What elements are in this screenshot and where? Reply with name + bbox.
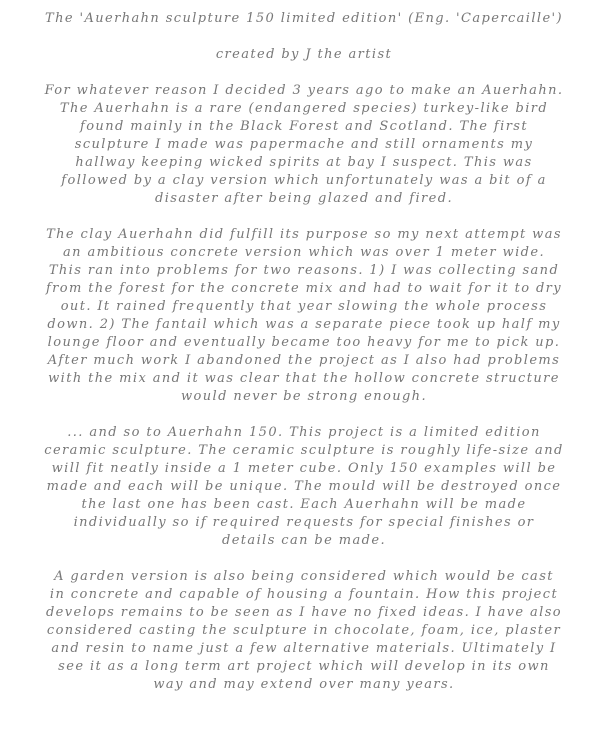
- paragraph-garden-version: A garden version is also being considered which would be cast in concrete and capable of housing a fountain. How this project develops remains to be seen as I have no fixed ideas. I have also considered casting the sculpture in chocolate, foam, ice, plaster and resin to name just a few alternative materials. Ultimately I see it as a long term art project which will develop in its own way and may extend over many years.: [45, 569, 563, 692]
- paragraph-auerhahn-150: ... and so to Auerhahn 150. This project is a limited edition ceramic sculpture. The ceramic sculpture is roughly life-size and will fit neatly inside a 1 meter cube. Only 150 examples will be made and each will be unique. The mould will be destroyed once the last one has been cast. Each Auerhahn will be made individually so if required requests for special finishes or details can be made.: [44, 425, 564, 548]
- document-title: The 'Auerhahn sculpture 150 limited edition' (Eng. 'Capercaille'): [45, 11, 563, 26]
- document-byline: created by J the artist: [215, 47, 393, 62]
- paragraph-concrete-version: The clay Auerhahn did fulfill its purpose so my next attempt was an ambitious concrete version which was over 1 meter wide. This ran into problems for two reasons. 1) I was collecting sand from the forest for the concrete mix and had to wait for it to dry out. It rained frequently that year slowing the whole process down. 2) The fantail which was a separate piece took up half my lounge floor and eventually became too heavy for me to pick up. After much work I abandoned the project as I also had problems with the mix and it was clear that the hollow concrete structure would never be strong enough.: [45, 227, 563, 404]
- paragraph-intro: For whatever reason I decided 3 years ago to make an Auerhahn. The Auerhahn is a rare (endangered species) turkey-like bird found mainly in the Black Forest and Scotland. The first sculpture I made was papermache and still ornaments my hallway keeping wicked spirits at bay I suspect. This was followed by a clay version which unfortunately was a bit of a disaster after being glazed and fired.: [44, 83, 564, 206]
